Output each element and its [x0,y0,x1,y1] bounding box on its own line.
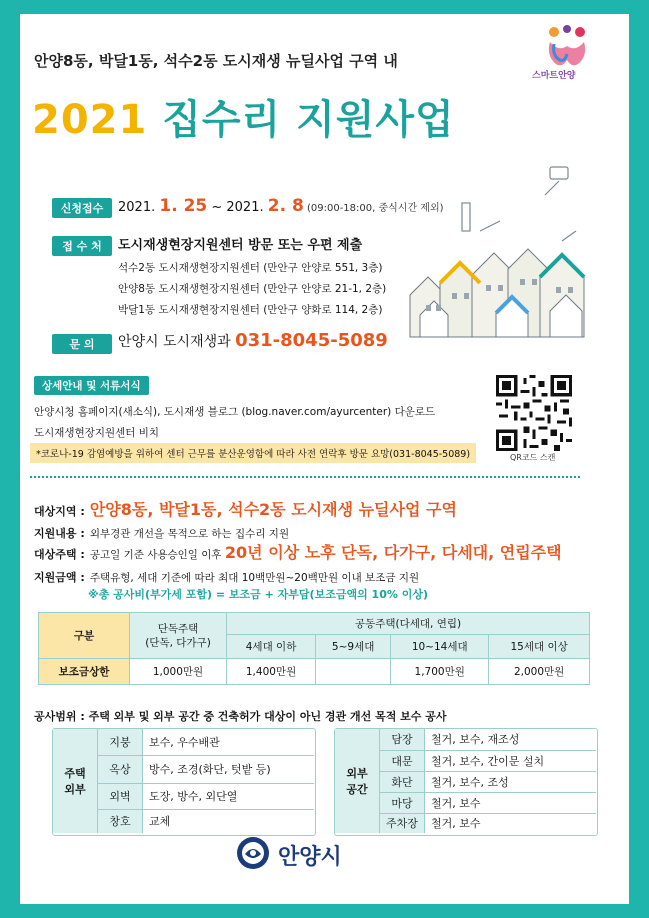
apply-year2: ~ 2021. [207,200,268,215]
center-item: 석수2동 도시재생현장지원센터 (만안구 안양로 551, 3층) [118,262,383,274]
info-content-value: 외부경관 개선을 목적으로 하는 집수리 지원 [89,528,290,540]
item-value: 철거, 보수, 재조성 [425,729,597,750]
house-exterior-table [53,729,314,833]
center-list [118,258,386,321]
item-value: 철거, 보수, 조성 [425,771,597,792]
logo-text: 스마트안양 [532,71,576,81]
item-value: 철거, 보수 [431,817,481,831]
category-house-exterior: 주택 외부 [53,729,98,833]
col-shared-header: 공동주택(다세대, 연립) [227,613,590,635]
details-line1: 안양시청 홈페이지(새소식), 도시재생 블로그 (blog.naver.com/ayurcenter) 다운로드 [34,406,436,418]
item-key: 담장 [380,729,425,750]
info-area-label: 대상지역 : [34,505,85,518]
info-house-pre: 공고일 기준 사용승인일 이후 [89,549,225,561]
center-item: 안양8동 도시재생현장지원센터 (만안구 안양로 21-1, 2층) [118,283,387,295]
contact-line [118,330,388,351]
qr-code-icon[interactable] [496,375,572,451]
contact-phone: 031-8045-5089 [235,330,388,351]
cost-note: ※총 공사비(부가세 포함) = 보조금 + 자부담(보조금액의 10% 이상) [88,588,428,601]
apply-date-end: 2. 8 [267,196,304,216]
scope-text: 주택 외부 및 외부 공간 중 건축허가 대상이 아닌 경관 개선 목적 보수 공사 [88,710,447,723]
item-value: 철거, 보수 [425,792,597,813]
apply-year1: 2021. [118,200,160,215]
info-amount-row [34,566,419,585]
city-name: 안양시 [278,845,342,870]
info-area-value: 안양8동, 박달1동, 석수2동 도시재생 뉴딜사업 구역 [89,500,457,519]
contact-tag: 문 의 [52,334,112,354]
item-key: 마당 [380,792,425,813]
table-cell [316,659,391,685]
table-cell: 2,000만원 [489,659,590,685]
info-amount-value: 주택유형, 세대 기준에 따라 최대 10백만원~20백만원 이내 보조금 지원 [89,572,420,584]
item-value: 교체 [149,815,171,829]
item-key: 화단 [380,771,425,792]
center-item: 박달1동 도시재생현장지원센터 (만안구 양화로 114, 2층) [118,304,383,316]
table-cell: 1,000만원 [130,659,227,685]
item-key: 옥상 [98,755,143,783]
info-content-row [34,522,289,541]
info-house-value: 20년 이상 노후 단독, 다가구, 다세대, 연립주택 [224,543,562,562]
title-year: 2021 [32,97,148,143]
details-tag: 상세안내 및 서류서식 [34,376,149,395]
col-sub-header: 4세대 이하 [227,635,316,659]
place-tag: 접 수 처 [52,236,112,256]
item-key: 주차장 [380,813,425,833]
apply-tag: 신청접수 [52,198,112,218]
item-key: 대문 [380,750,425,771]
anyang-city-emblem-icon [236,836,270,870]
divider [30,476,580,478]
scope-label: 공사범위 : [34,710,89,723]
poster-title [32,88,455,145]
qr-label: QR코드 스캔 [510,453,556,462]
col-sub-header: 10~14세대 [391,635,489,659]
row-label: 보조금상한 [39,659,130,685]
covid-notice: *코로나-19 감염예방을 위하여 센터 근무를 분산운영함에 따라 사전 연락후 방문 요망(031-8045-5089) [30,443,476,463]
table-cell: 1,400만원 [227,659,316,685]
item-value: 도장, 방수, 외단열 [143,783,315,809]
apply-period [118,196,444,216]
info-area-row [34,497,457,520]
contact-org: 안양시 도시재생과 [118,334,236,350]
apply-date-start: 1. 25 [159,196,208,216]
col-type-header: 구분 [39,613,130,659]
subsidy-limit-table [38,612,590,685]
category-outdoor-space: 외부 공간 [335,729,380,833]
place-main: 도시재생현장지원센터 방문 또는 우편 제출 [118,238,363,253]
info-amount-label: 지원금액 : [34,571,85,584]
info-house-row [34,540,562,563]
table-cell: 1,700만원 [391,659,489,685]
poster-subtitle: 안양8동, 박달1동, 석수2동 도시재생 뉴딜사업 구역 내 [34,52,398,70]
item-value: 방수, 조경(화단, 텃밭 등) [143,755,315,783]
item-value: 보수, 우수배관 [143,729,315,755]
col-sub-header: 5~9세대 [316,635,391,659]
col-sub-header: 15세대 이상 [489,635,590,659]
houses-tools-illustration [400,165,600,350]
col-single-header: 단독주택 (단독, 다가구) [130,613,227,659]
apply-hours: (09:00-18:00, 중식시간 제외) [303,203,444,214]
title-text: 집수리 지원사업 [147,97,455,143]
details-line2: 도시재생현장지원센터 비치 [34,427,160,439]
info-house-label: 대상주택 : [34,548,85,561]
item-key: 지붕 [98,729,143,755]
item-value: 철거, 보수, 간이문 설치 [425,750,597,771]
item-key: 외벽 [98,783,143,809]
scope-line [34,708,447,724]
info-content-label: 지원내용 : [34,527,85,540]
outdoor-space-table [335,729,596,833]
item-key: 창호 [98,809,143,833]
